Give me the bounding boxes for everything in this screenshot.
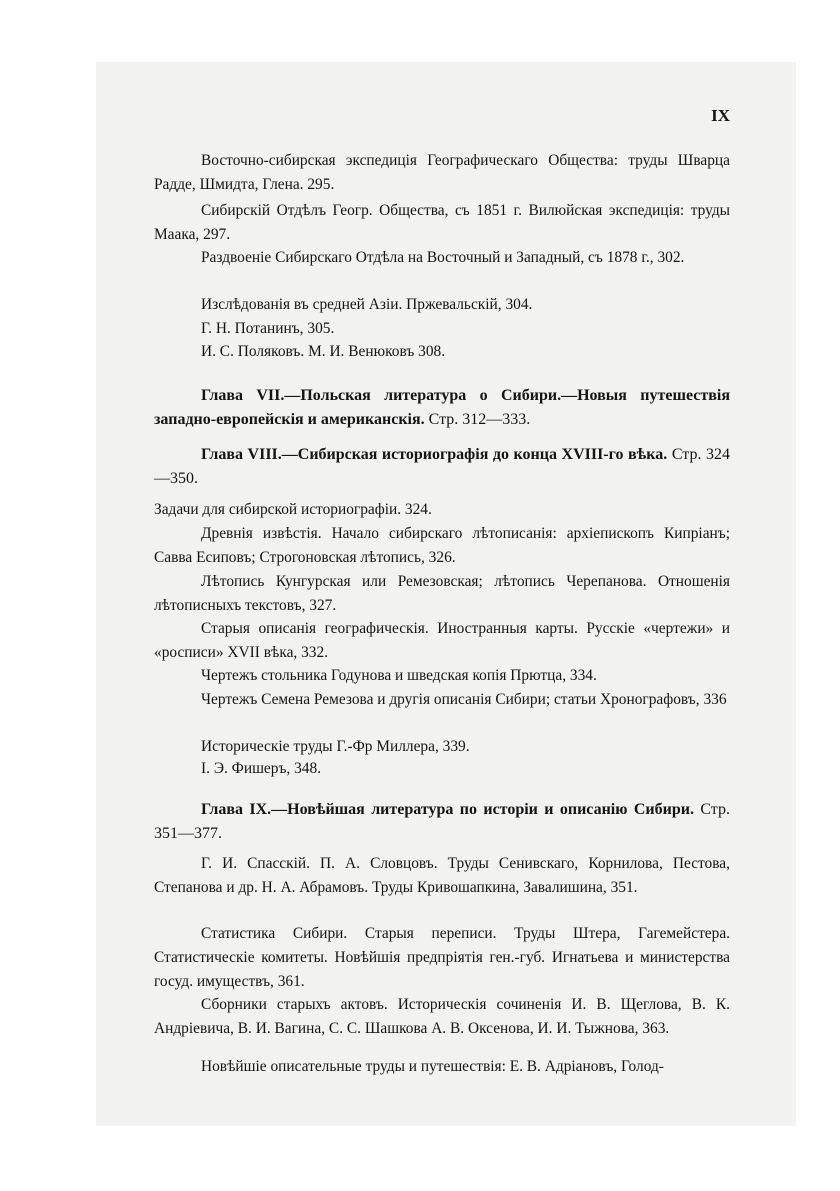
- chapter-7-pages: Стр. 312—333.: [428, 411, 531, 428]
- entry-department-split: Раздвоеніе Сибирскаго Отдѣла на Восточный и Западный, съ 1878 г., 302.: [201, 249, 685, 266]
- chapter-9-pages: Стр. 351—377.: [154, 801, 730, 842]
- chapter-8-entry: Старыя описанія географическія. Иностранныя карты. Русскіе «чертежи» и «росписи» XVII вѣка, 332.: [154, 620, 730, 661]
- chapter-8-entry: Чертежъ стольника Годунова и шведская копія Прютца, 334.: [201, 667, 597, 684]
- entry-east-siberian-expedition: Восточно-сибирская экспедиція Географическаго Общества: труды Шварца Радде, Шмидта, Глена. 295.: [154, 152, 730, 193]
- chapter-8-entry: I. Э. Фишеръ, 348.: [201, 760, 322, 777]
- chapter-8-title: Глава VIII.—Сибирская историографія до конца XVIII-го вѣка.: [201, 446, 668, 463]
- chapter-8-entry: Историческіе труды Г.-Фр Миллера, 339.: [201, 738, 470, 755]
- chapter-9-heading: [154, 798, 730, 846]
- chapter-8-entry: Лѣтопись Кунгурская или Ремезовская; лѣтопись Черепанова. Отношенія лѣтописныхъ текстовъ, 327.: [154, 573, 730, 614]
- chapter-8-pages: Стр. 324—350.: [154, 446, 731, 487]
- chapter-8-entry: Чертежъ Семена Ремезова и другія описанія Сибири; статьи Хронографовъ, 336: [201, 691, 727, 708]
- chapter-9-entry: Г. И. Спасскій. П. А. Словцовъ. Труды Сенивскаго, Корнилова, Пестова, Степанова и др. Н. А. Абрамовъ. Труды Кривошапкина, Завалишина, 351.: [154, 855, 730, 896]
- chapter-9-entry: Новѣйшіе описательные труды и путешествія: Е. В. Адріановъ, Голод-: [201, 1058, 664, 1075]
- chapter-7-heading: [154, 384, 730, 432]
- chapter-8-entry: Древнія извѣстія. Начало сибирскаго лѣтописанія: архіепископъ Кипріанъ; Савва Есиповъ; Строгоновская лѣтопись, 326.: [154, 525, 730, 566]
- entry-central-asia: Изслѣдованія въ средней Азіи. Пржевальскій, 304.: [201, 296, 533, 313]
- chapter-8-entry: Задачи для сибирской историографіи. 324.: [154, 501, 432, 518]
- chapter-7-title: Глава VII.—Польская литература о Сибири.—Новыя путешествія западно-европейскія и американскія.: [154, 387, 730, 428]
- chapter-9-entry: Статистика Сибири. Старыя переписи. Труды Штера, Гагемейстера. Статистическіе комитеты. Новѣйшія предпріятія ген.-губ. Игнатьева и министерства госуд. имуществъ, 361.: [154, 925, 730, 990]
- entry-siberian-department: Сибирскій Отдѣлъ Геогр. Общества, съ 1851 г. Вилюйская экспедиція: труды Маака, 297.: [154, 202, 730, 243]
- entry-potanin: Г. Н. Потанинъ, 305.: [201, 320, 335, 337]
- page-number: IX: [711, 106, 730, 125]
- chapter-8-heading: [154, 443, 730, 491]
- chapter-9-entry: Сборники старыхъ актовъ. Историческія сочиненія И. В. Щеглова, В. К. Андріевича, В. И. Вагина, С. С. Шашкова А. В. Оксенова, И. И. Тыжнова, 363.: [154, 996, 730, 1037]
- chapter-9-title: Глава IX.—Новѣйшая литература по исторіи и описанію Сибири.: [201, 801, 694, 818]
- entry-polyakov: И. С. Поляковъ. М. И. Венюковъ 308.: [201, 343, 446, 360]
